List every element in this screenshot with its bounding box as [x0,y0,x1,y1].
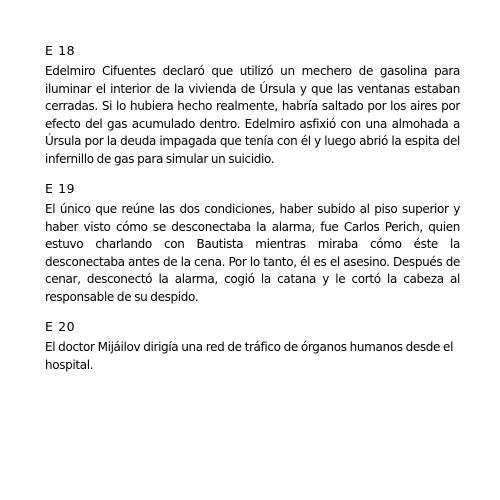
solution-entry-18 [45,42,460,168]
entry-label: E 19 [45,181,76,196]
solution-entry-20 [45,318,460,374]
entry-text: El único que reúne las dos condiciones, haber subido al piso superior y haber visto cómo se desconectaba la alarma, fue Carlos Perich, quien estuvo charlando con Bautista mientras miraba cómo éste la desconectaba antes de la cena. Por lo tanto, él es el asesino. Después de cenar, desconectó la alarma, cogió la catana y le cortó la cabeza al responsable de su despido. [45,202,460,304]
entry-text: Edelmiro Cifuentes declaró que utilizó un mechero de gasolina para iluminar el interior de la vivienda de Úrsula y que las ventanas estaban cerradas. Si lo hubiera hecho realmente, habría saltado por los aires por efecto del gas acumulado dentro. Edelmiro asfixió con una almohada a Úrsula por la deuda impagada que tenía con él y luego abrió la espita del infernillo de gas para simular un suicidio. [45,64,460,166]
document-page [45,42,460,386]
entry-label: E 20 [45,319,76,334]
solution-entry-19 [45,180,460,306]
entry-label: E 18 [45,43,76,58]
entry-text: El doctor Mijáilov dirigía una red de tráfico de órganos humanos desde el hospital. [45,340,454,372]
